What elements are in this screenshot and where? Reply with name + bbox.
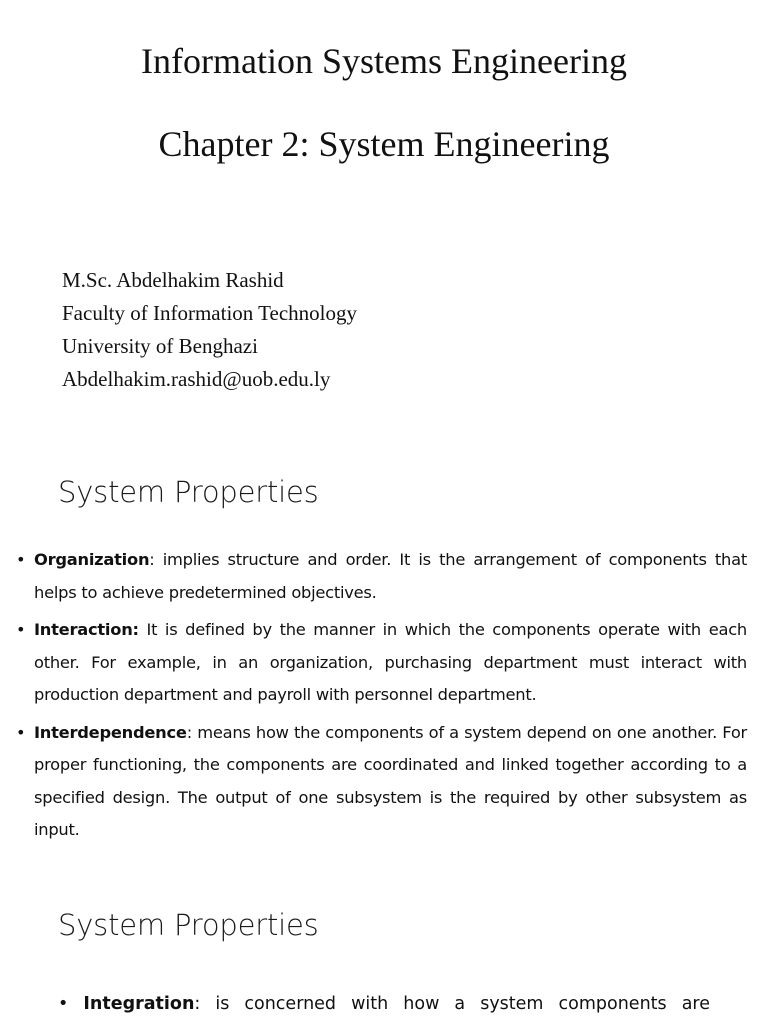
- section-heading-system-properties-2: System Properties: [58, 908, 319, 942]
- list-item-integration: [58, 988, 710, 1020]
- bullet-icon: •: [16, 550, 26, 569]
- document-title: Information Systems Engineering: [141, 41, 627, 81]
- list-item-organization: [16, 544, 747, 609]
- author-name: M.Sc. Abdelhakim Rashid: [62, 268, 284, 292]
- properties-list-2: [58, 988, 710, 1020]
- definition-interdependence: : means how the components of a system depend on one another. For proper functioning, the components are coordinated and linked together according to a specified design. The output of one subsystem is the required by other subsystem as input.: [34, 722, 747, 839]
- term-organization: Organization: [34, 550, 150, 569]
- term-interaction: Interaction:: [34, 620, 139, 639]
- author-university: University of Benghazi: [62, 334, 258, 358]
- bullet-icon: •: [58, 994, 69, 1014]
- chapter-title: Chapter 2: System Engineering: [158, 124, 610, 164]
- definition-interaction: It is defined by the manner in which the components operate with each other. For example, in an organization, purchasing department must interact with production department and payroll with personnel department.: [34, 620, 747, 704]
- list-item-interdependence: [16, 717, 747, 847]
- definition-integration: : is concerned with how a system components are: [194, 994, 710, 1014]
- author-info: [62, 264, 357, 396]
- bullet-icon: •: [16, 620, 26, 639]
- author-faculty: Faculty of Information Technology: [62, 301, 357, 325]
- term-interdependence: Interdependence: [34, 722, 187, 742]
- definition-organization: : implies structure and order. It is the arrangement of components that helps to achieve predetermined objectives.: [34, 550, 747, 602]
- author-email: Abdelhakim.rashid@uob.edu.ly: [62, 367, 331, 391]
- section-heading-system-properties: System Properties: [58, 475, 319, 509]
- properties-list: [16, 544, 747, 852]
- list-item-interaction: [16, 614, 747, 712]
- bullet-icon: •: [16, 722, 26, 742]
- term-integration: Integration: [83, 994, 195, 1014]
